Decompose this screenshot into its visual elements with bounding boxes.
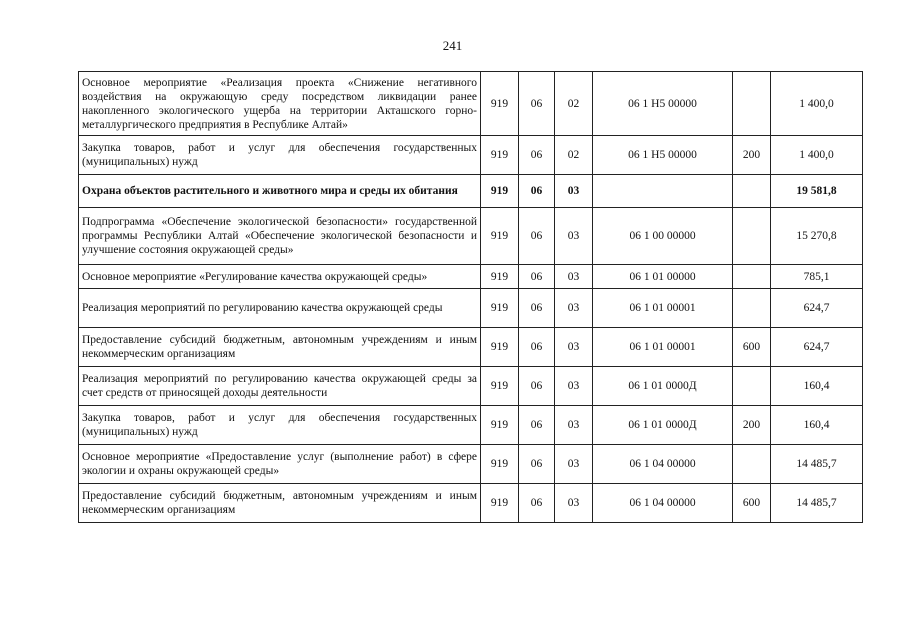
row-expense-type-cell [733, 72, 771, 136]
row-target-article-cell: 06 1 00 00000 [593, 208, 733, 265]
table-row [79, 406, 863, 445]
row-expense-type-cell [733, 445, 771, 484]
table-row [79, 265, 863, 289]
table-row [79, 484, 863, 523]
row-subsection-cell: 03 [555, 445, 593, 484]
budget-table-body [79, 72, 863, 523]
table-row [79, 136, 863, 175]
row-grbs-cell: 919 [481, 72, 519, 136]
row-name-cell: Подпрограмма «Обеспечение экологической безопасности» государственной программы Республики Алтай «Обеспечение экологической безопасности и улучшение состояния окружающей среды» [79, 208, 481, 265]
row-section-cell: 06 [519, 406, 555, 445]
row-amount-cell: 14 485,7 [771, 484, 863, 523]
row-name-cell: Основное мероприятие «Регулирование качества окружающей среды» [79, 265, 481, 289]
row-grbs-cell: 919 [481, 406, 519, 445]
page-number: 241 [442, 38, 463, 53]
row-subsection-cell: 03 [555, 328, 593, 367]
row-expense-type-cell: 200 [733, 406, 771, 445]
row-expense-type-cell [733, 367, 771, 406]
row-subsection-cell: 03 [555, 208, 593, 265]
row-expense-type-cell [733, 289, 771, 328]
row-target-article-cell: 06 1 04 00000 [593, 484, 733, 523]
row-grbs-cell: 919 [481, 136, 519, 175]
row-target-article-cell: 06 1 01 00001 [593, 328, 733, 367]
row-target-article-cell: 06 1 01 0000Д [593, 406, 733, 445]
row-grbs-cell: 919 [481, 208, 519, 265]
row-grbs-cell: 919 [481, 265, 519, 289]
row-name-cell: Основное мероприятие «Предоставление услуг (выполнение работ) в сфере экологии и охраны окружающей среды» [79, 445, 481, 484]
row-amount-cell: 624,7 [771, 328, 863, 367]
row-target-article-cell [593, 175, 733, 208]
row-subsection-cell: 03 [555, 406, 593, 445]
row-section-cell: 06 [519, 136, 555, 175]
row-amount-cell: 785,1 [771, 265, 863, 289]
row-amount-cell: 15 270,8 [771, 208, 863, 265]
row-expense-type-cell [733, 265, 771, 289]
row-subsection-cell: 03 [555, 289, 593, 328]
row-grbs-cell: 919 [481, 175, 519, 208]
row-grbs-cell: 919 [481, 289, 519, 328]
row-amount-cell: 624,7 [771, 289, 863, 328]
row-section-cell: 06 [519, 208, 555, 265]
row-target-article-cell: 06 1 01 00001 [593, 289, 733, 328]
row-section-cell: 06 [519, 72, 555, 136]
row-target-article-cell: 06 1 01 00000 [593, 265, 733, 289]
row-expense-type-cell: 600 [733, 484, 771, 523]
row-grbs-cell: 919 [481, 328, 519, 367]
row-name-cell: Предоставление субсидий бюджетным, автономным учреждениям и иным некоммерческим организациям [79, 484, 481, 523]
row-grbs-cell: 919 [481, 445, 519, 484]
row-name-cell: Реализация мероприятий по регулированию качества окружающей среды за счет средств от приносящей доходы деятельности [79, 367, 481, 406]
row-subsection-cell: 03 [555, 484, 593, 523]
budget-table [78, 71, 863, 523]
row-expense-type-cell [733, 208, 771, 265]
table-row [79, 328, 863, 367]
row-expense-type-cell: 600 [733, 328, 771, 367]
row-target-article-cell: 06 1 01 0000Д [593, 367, 733, 406]
row-target-article-cell: 06 1 04 00000 [593, 445, 733, 484]
row-section-cell: 06 [519, 367, 555, 406]
row-subsection-cell: 03 [555, 265, 593, 289]
row-subsection-cell: 03 [555, 367, 593, 406]
table-row [79, 175, 863, 208]
row-section-cell: 06 [519, 328, 555, 367]
row-expense-type-cell [733, 175, 771, 208]
row-section-cell: 06 [519, 484, 555, 523]
row-section-cell: 06 [519, 265, 555, 289]
row-subsection-cell: 02 [555, 136, 593, 175]
table-row [79, 72, 863, 136]
row-amount-cell: 160,4 [771, 406, 863, 445]
row-amount-cell: 1 400,0 [771, 136, 863, 175]
row-name-cell: Предоставление субсидий бюджетным, автономным учреждениям и иным некоммерческим организациям [79, 328, 481, 367]
row-name-cell: Реализация мероприятий по регулированию качества окружающей среды [79, 289, 481, 328]
row-amount-cell: 19 581,8 [771, 175, 863, 208]
row-target-article-cell: 06 1 Н5 00000 [593, 72, 733, 136]
table-row [79, 445, 863, 484]
row-expense-type-cell: 200 [733, 136, 771, 175]
row-section-cell: 06 [519, 175, 555, 208]
row-name-cell: Охрана объектов растительного и животного мира и среды их обитания [79, 175, 481, 208]
row-section-cell: 06 [519, 289, 555, 328]
table-row [79, 289, 863, 328]
row-grbs-cell: 919 [481, 484, 519, 523]
row-name-cell: Основное мероприятие «Реализация проекта «Снижение негативного воздействия на окружающую среду посредством ликвидации ранее накопленного экологического ущерба на территории Акташского горно-металлургического предприятия в Республике Алтай» [79, 72, 481, 136]
row-amount-cell: 1 400,0 [771, 72, 863, 136]
row-section-cell: 06 [519, 445, 555, 484]
row-target-article-cell: 06 1 Н5 00000 [593, 136, 733, 175]
row-name-cell: Закупка товаров, работ и услуг для обеспечения государственных (муниципальных) нужд [79, 406, 481, 445]
table-row [79, 208, 863, 265]
row-amount-cell: 14 485,7 [771, 445, 863, 484]
row-subsection-cell: 02 [555, 72, 593, 136]
row-subsection-cell: 03 [555, 175, 593, 208]
row-name-cell: Закупка товаров, работ и услуг для обеспечения государственных (муниципальных) нужд [79, 136, 481, 175]
row-grbs-cell: 919 [481, 367, 519, 406]
row-amount-cell: 160,4 [771, 367, 863, 406]
table-row [79, 367, 863, 406]
